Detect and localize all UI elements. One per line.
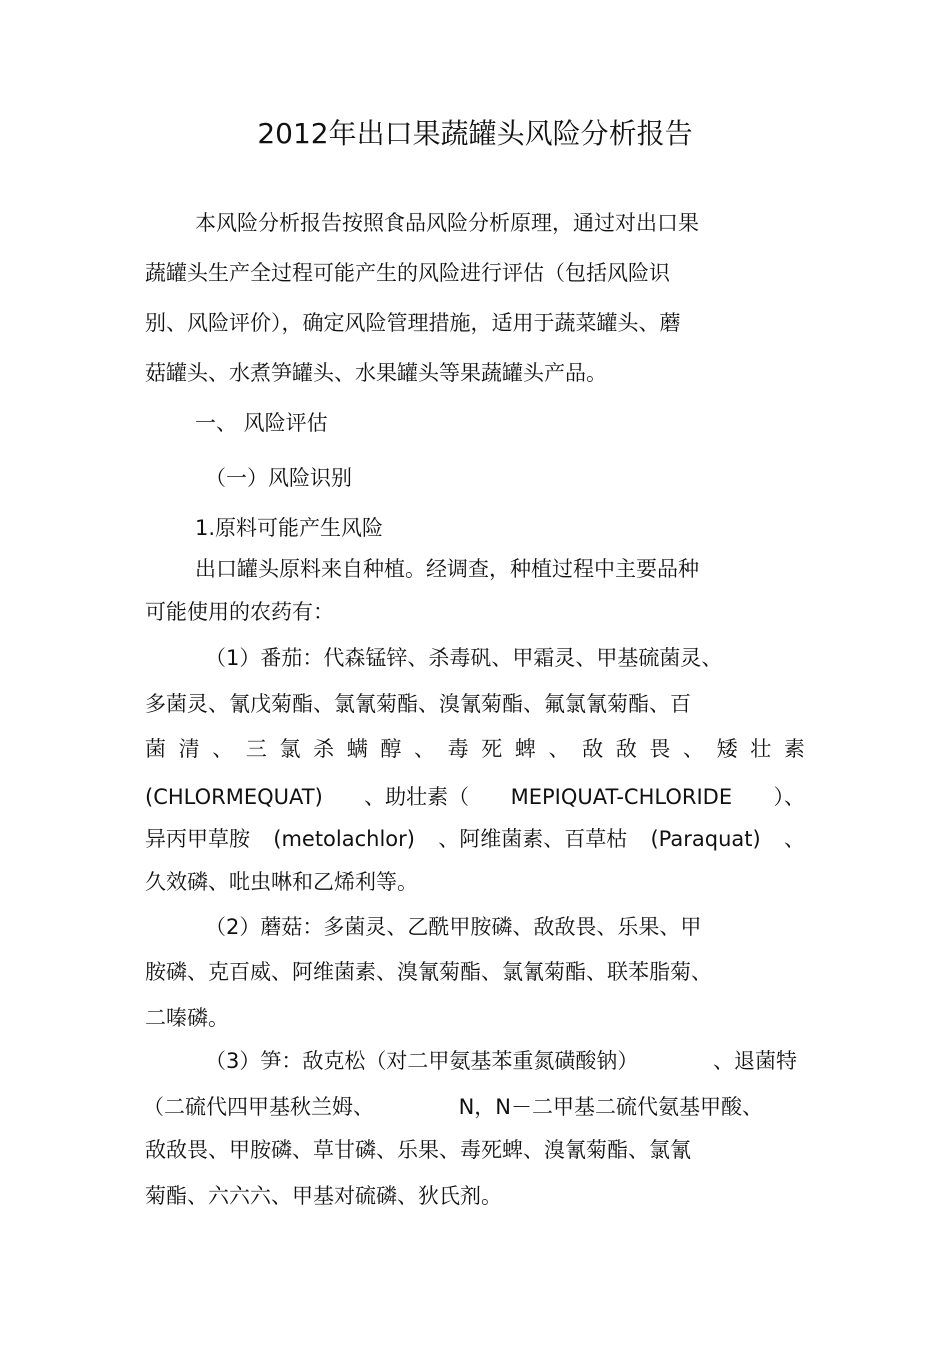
- tomato-line-3-char: 、: [414, 737, 435, 761]
- tomato-line-3-char: 、: [548, 737, 570, 761]
- intro-line-2: 蔬罐头生产全过程可能产生的风险进行评估（包括风险识: [145, 261, 670, 285]
- tomato-line-4-part: 、助壮素（: [364, 785, 470, 809]
- mushroom-line-1: （2）蘑菇：多菌灵、乙酰甲胺磷、敌敌畏、乐果、甲: [205, 915, 702, 939]
- tomato-line-3-char: 敌: [582, 737, 604, 761]
- tomato-line-3-char: 清: [178, 737, 200, 761]
- intro-line-3: 别、风险评价），确定风险管理措施，适用于蔬菜罐头、蘑: [145, 311, 681, 335]
- bamboo-line-3: 敌敌畏、甲胺磷、草甘磷、乐果、毒死蜱、溴氰菊酯、氯氰: [145, 1138, 691, 1162]
- bamboo-line-1-part: 、退菌特: [713, 1049, 797, 1073]
- tomato-line-2: 多菌灵、氰戊菊酯、氯氰菊酯、溴氰菊酯、氟氯氰菊酯、百: [145, 692, 691, 716]
- tomato-line-5-part: 、阿维菌素、百草枯: [438, 827, 628, 851]
- intro-line-4: 菇罐头、水煮笋罐头、水果罐头等果蔬罐头产品。: [145, 361, 607, 385]
- tomato-line-5: [145, 824, 805, 854]
- bamboo-line-2: [143, 1092, 763, 1122]
- raw-material-text-line-2: 可能使用的农药有：: [145, 600, 334, 624]
- tomato-line-5-part: 、: [783, 827, 805, 851]
- bamboo-line-4: 菊酯、六六六、甲基对硫磷、狄氏剂。: [145, 1184, 502, 1208]
- bamboo-line-2-part: （二硫代四甲基秋兰姆、: [143, 1095, 374, 1119]
- section-heading-risk-assessment: 一、 风险评估: [195, 411, 328, 435]
- tomato-line-5-part: (Paraquat): [650, 827, 761, 851]
- tomato-line-3-char: 、: [212, 737, 234, 761]
- tomato-line-3-char: 氯: [279, 737, 301, 761]
- tomato-line-3-char: 死: [481, 737, 503, 761]
- document-title: 2012年出口果蔬罐头风险分析报告: [257, 117, 693, 150]
- mushroom-line-3: 二嗪磷。: [145, 1006, 229, 1030]
- tomato-line-3-char: 、: [683, 737, 704, 761]
- raw-material-text-line-1: 出口罐头原料来自种植。经调查，种植过程中主要品种: [195, 557, 699, 581]
- tomato-line-5-part: 异丙甲草胺: [145, 827, 250, 851]
- tomato-line-4-part: MEPIQUAT-CHLORIDE: [510, 785, 733, 809]
- tomato-line-3-char: 醇: [380, 737, 402, 761]
- tomato-line-4: [145, 782, 805, 812]
- tomato-line-3-char: 杀: [313, 737, 335, 761]
- tomato-line-5-part: (metolachlor): [273, 827, 415, 851]
- tomato-line-3-char: 菌: [145, 737, 166, 761]
- tomato-line-3-char: 矮: [716, 737, 738, 761]
- tomato-line-3-char: 畏: [649, 737, 671, 761]
- subsection-heading-risk-identification: （一）风险识别: [205, 466, 352, 490]
- tomato-line-4-part: (CHLORMEQUAT): [145, 785, 323, 809]
- tomato-line-3-char: 三: [245, 737, 267, 761]
- bamboo-line-1-part: （3）笋：敌克松（对二甲氨基苯重氮磺酸钠）: [205, 1049, 639, 1073]
- tomato-line-3: [145, 734, 805, 764]
- tomato-line-3-char: 毒: [447, 737, 469, 761]
- tomato-line-6: 久效磷、吡虫啉和乙烯利等。: [145, 870, 418, 894]
- tomato-line-3-char: 敌: [615, 737, 637, 761]
- tomato-line-4-part: ）、: [773, 785, 805, 809]
- tomato-line-3-char: 螨: [346, 737, 368, 761]
- bamboo-line-1: [205, 1046, 797, 1076]
- tomato-line-3-char: 蜱: [514, 737, 536, 761]
- item-heading-raw-material-risk: 1.原料可能产生风险: [195, 516, 384, 540]
- intro-line-1: 本风险分析报告按照食品风险分析原理，通过对出口果: [195, 211, 699, 235]
- bamboo-line-2-part: N，N－二甲基二硫代氨基甲酸、: [458, 1095, 763, 1119]
- tomato-line-1: （1）番茄：代森锰锌、杀毒矾、甲霜灵、甲基硫菌灵、: [205, 646, 723, 670]
- tomato-line-3-char: 壮: [750, 737, 772, 761]
- mushroom-line-2: 胺磷、克百威、阿维菌素、溴氰菊酯、氯氰菊酯、联苯脂菊、: [145, 960, 712, 984]
- tomato-line-3-char: 素: [783, 737, 805, 761]
